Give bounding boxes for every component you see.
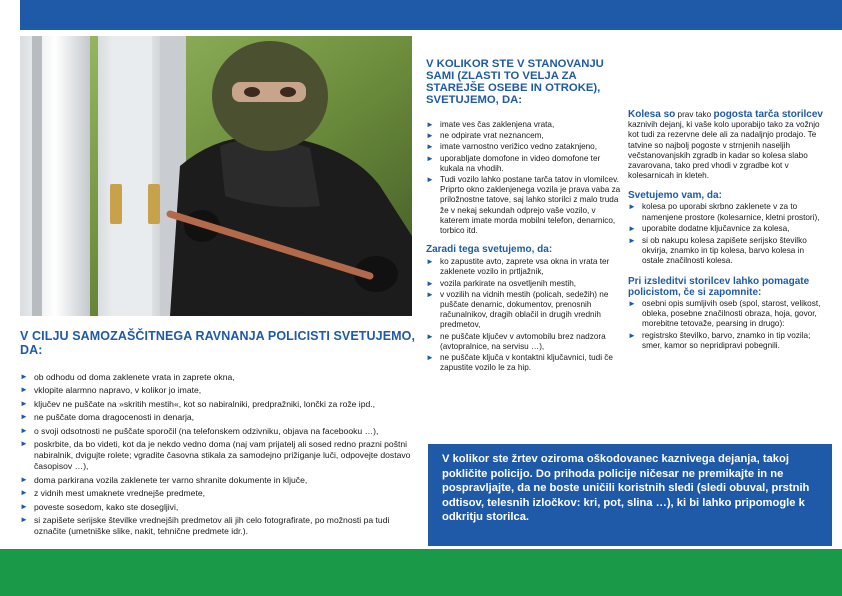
- left-heading: V CILJU SAMOZAŠČITNEGA RAVNANJA POLICISTI SVETUJEMO, DA:: [20, 329, 416, 357]
- arrow-icon: ►: [20, 412, 28, 422]
- list-item: ► imate varnostno verižico vedno zataknjeno,: [426, 142, 598, 152]
- arrow-icon: ►: [628, 236, 636, 246]
- top-blue-bar: [0, 0, 842, 30]
- burglar-illustration: [20, 36, 412, 316]
- list-item: ► doma parkirana vozila zaklenete ter varno shranite dokumente in ključe,: [20, 474, 308, 485]
- arrow-icon: ►: [628, 330, 636, 340]
- arrow-icon: ►: [20, 515, 28, 525]
- list-item: ► osebni opis sumljivih oseb (spol, starost, velikost, obleka, posebne značilnosti obraza, hoja, govor, morebitne tetovaže, pearsing in drugo):: [628, 298, 821, 329]
- list-item: ► z vidnih mest umaknete vrednejše predmete,: [20, 488, 206, 499]
- list-item: ► v vozilih na vidnih mestih (policah, sedežih) ne puščate denarnic, dokumentov, prenosnih računalnikov, dragih oblačil in drugih vrednih predmetov,: [426, 289, 609, 330]
- list-item: ► ključev ne puščate na »skritih mestih«, kot so nabiralniki, predpražniki, lončki za rože ipd.,: [20, 398, 376, 409]
- arrow-icon: ►: [628, 298, 636, 308]
- top-bar-gap: [0, 0, 20, 30]
- arrow-icon: ►: [426, 142, 434, 152]
- list-item: ► uporabite dodatne ključavnice za kolesa,: [628, 224, 790, 234]
- arrow-icon: ►: [20, 501, 28, 511]
- middle-list: [426, 120, 622, 236]
- list-item: ► poveste sosedom, kako ste dosegljivi,: [20, 501, 179, 512]
- list-item: ► ob odhodu od doma zaklenete vrata in zaprete okna,: [20, 371, 235, 382]
- list-item: ► si ob nakupu kolesa zapišete serijsko številko okvirja, znamko in tip kolesa, barvo kolesa in ostale značilnosti kolesa.: [628, 236, 807, 266]
- arrow-icon: ►: [426, 153, 434, 163]
- arrow-icon: ►: [426, 131, 434, 141]
- list-item: ► ko zapustite avto, zaprete vsa okna in vrata ter zaklenete vozilo in prtljažnik,: [426, 257, 610, 277]
- list-item: ► o svoji odsotnosti ne puščate sporočil (na telefonskem odzivniku, objava na facebooku …),: [20, 425, 379, 436]
- arrow-icon: ►: [20, 425, 28, 435]
- list-item: ► ne puščate ključa v kontaktni ključavnici, tudi če zapustite vozilo le za hip.: [426, 353, 613, 373]
- middle-sub-list: [426, 257, 622, 373]
- arrow-icon: ►: [426, 353, 434, 363]
- bicycle-intro: Kolesa so prav tako pogosta tarča storilcev kaznivih dejanj, ki vaše kolo uporabijo tako za vožnjo kot tudi za rezervne dele ali za nadaljnjo prodajo. Te tatvine so najbolj pogoste v strnjenih naseljih večstanovanjskih zgradb in kadar so kolesa slabo zavarovana, tako pred vhodi v zgradbe kot v kolesarnicah in kleteh.: [628, 109, 823, 181]
- right-sub-heading-2: Pri izsleditvi storilcev lahko pomagate policistom, če si zapomnite:: [628, 275, 810, 298]
- arrow-icon: ►: [628, 202, 636, 212]
- middle-heading: V KOLIKOR STE V STANOVANJU SAMI (ZLASTI TO VELJA ZA STAREJŠE OSEBE IN OTROKE), SVETUJEMO, DA:: [426, 58, 604, 106]
- arrow-icon: ►: [426, 289, 434, 299]
- arrow-icon: ►: [426, 257, 434, 267]
- list-item: ► registrsko številko, barvo, znamko in tip vozila; smer, kamor so nepridipravi pobegnili.: [628, 330, 811, 350]
- arrow-icon: ►: [426, 120, 434, 129]
- list-item: ► Tudi vozilo lahko postane tarča tatov in vlomilcev. Priprto okno zaklenjenega vozila je prava vaba za priložnostne tatove, saj lahko storilci z malo truda že v nekaj sekundah odprejo vaše vozilo, v katerem imate morda mobilni telefon, denarnico, torbico itd.: [426, 175, 621, 236]
- list-item: ► ne puščate doma dragocenosti in denarja,: [20, 412, 195, 423]
- list-item: ► kolesa po uporabi skrbno zaklenete v za to namenjene prostore (kolesarnice, kletni prostori),: [628, 202, 820, 222]
- list-item: ► vklopite alarmno napravo, v kolikor jo imate,: [20, 385, 202, 396]
- list-item: ► poskrbite, da bo videti, kot da je nekdo vedno doma (naj vam prijatelj ali sosed redno prazni poštni nabiralnik, dvigujte rolete; vgradite časovna stikala za samodejno prižiganje luči, odpovejte dostavo časopisov …),: [20, 439, 411, 472]
- arrow-icon: ►: [20, 398, 28, 408]
- arrow-icon: ►: [20, 385, 28, 395]
- victim-callout-box: [428, 444, 832, 546]
- arrow-icon: ►: [628, 224, 636, 234]
- list-item: ► imate ves čas zaklenjena vrata,: [426, 120, 555, 129]
- right-list: [628, 202, 824, 266]
- bottom-green-bar: [0, 549, 842, 596]
- left-list: [20, 372, 418, 538]
- right-sub-heading: Svetujemo vam, da:: [628, 190, 722, 202]
- right-column: [628, 110, 824, 353]
- right-list-2: [628, 299, 824, 352]
- arrow-icon: ►: [20, 488, 28, 498]
- burglar-photo: [20, 36, 412, 316]
- arrow-icon: ►: [20, 371, 28, 381]
- left-column: [20, 330, 418, 540]
- arrow-icon: ►: [20, 474, 28, 484]
- callout-text: V kolikor ste žrtev oziroma oškodovanec kaznivega dejanja, takoj pokličite policijo. Do prihoda policije ničesar ne premikajte in ne pospravljajte, da ne boste uničili koristnih sledi (sledi obuval, prstnih odtisov, telesnih izločkov: kri, pot, slina …), ki bi lahko pripomogle k odkritju storilca.: [442, 453, 810, 524]
- list-item: ► ne puščate ključev v avtomobilu brez nadzora (avtopralnice, na servisu …),: [426, 331, 606, 351]
- arrow-icon: ►: [426, 175, 434, 185]
- list-item: ► ne odpirate vrat neznancem,: [426, 131, 544, 141]
- middle-sub-heading: Zaradi tega svetujemo, da:: [426, 244, 553, 256]
- list-item: ► si zapišete serijske številke vrednejših predmetov ali jih celo fotografirate, po možnosti pa tudi označite (umetniške slike, nakit, tehnične predmete idr.).: [20, 515, 390, 537]
- arrow-icon: ►: [426, 278, 434, 288]
- arrow-icon: ►: [20, 439, 28, 449]
- arrow-icon: ►: [426, 331, 434, 341]
- list-item: ► uporabljate domofone in video domofone ter kukala na vhodih.: [426, 153, 601, 173]
- middle-column: [426, 58, 622, 374]
- list-item: ► vozila parkirate na osvetljenih mestih,: [426, 278, 577, 288]
